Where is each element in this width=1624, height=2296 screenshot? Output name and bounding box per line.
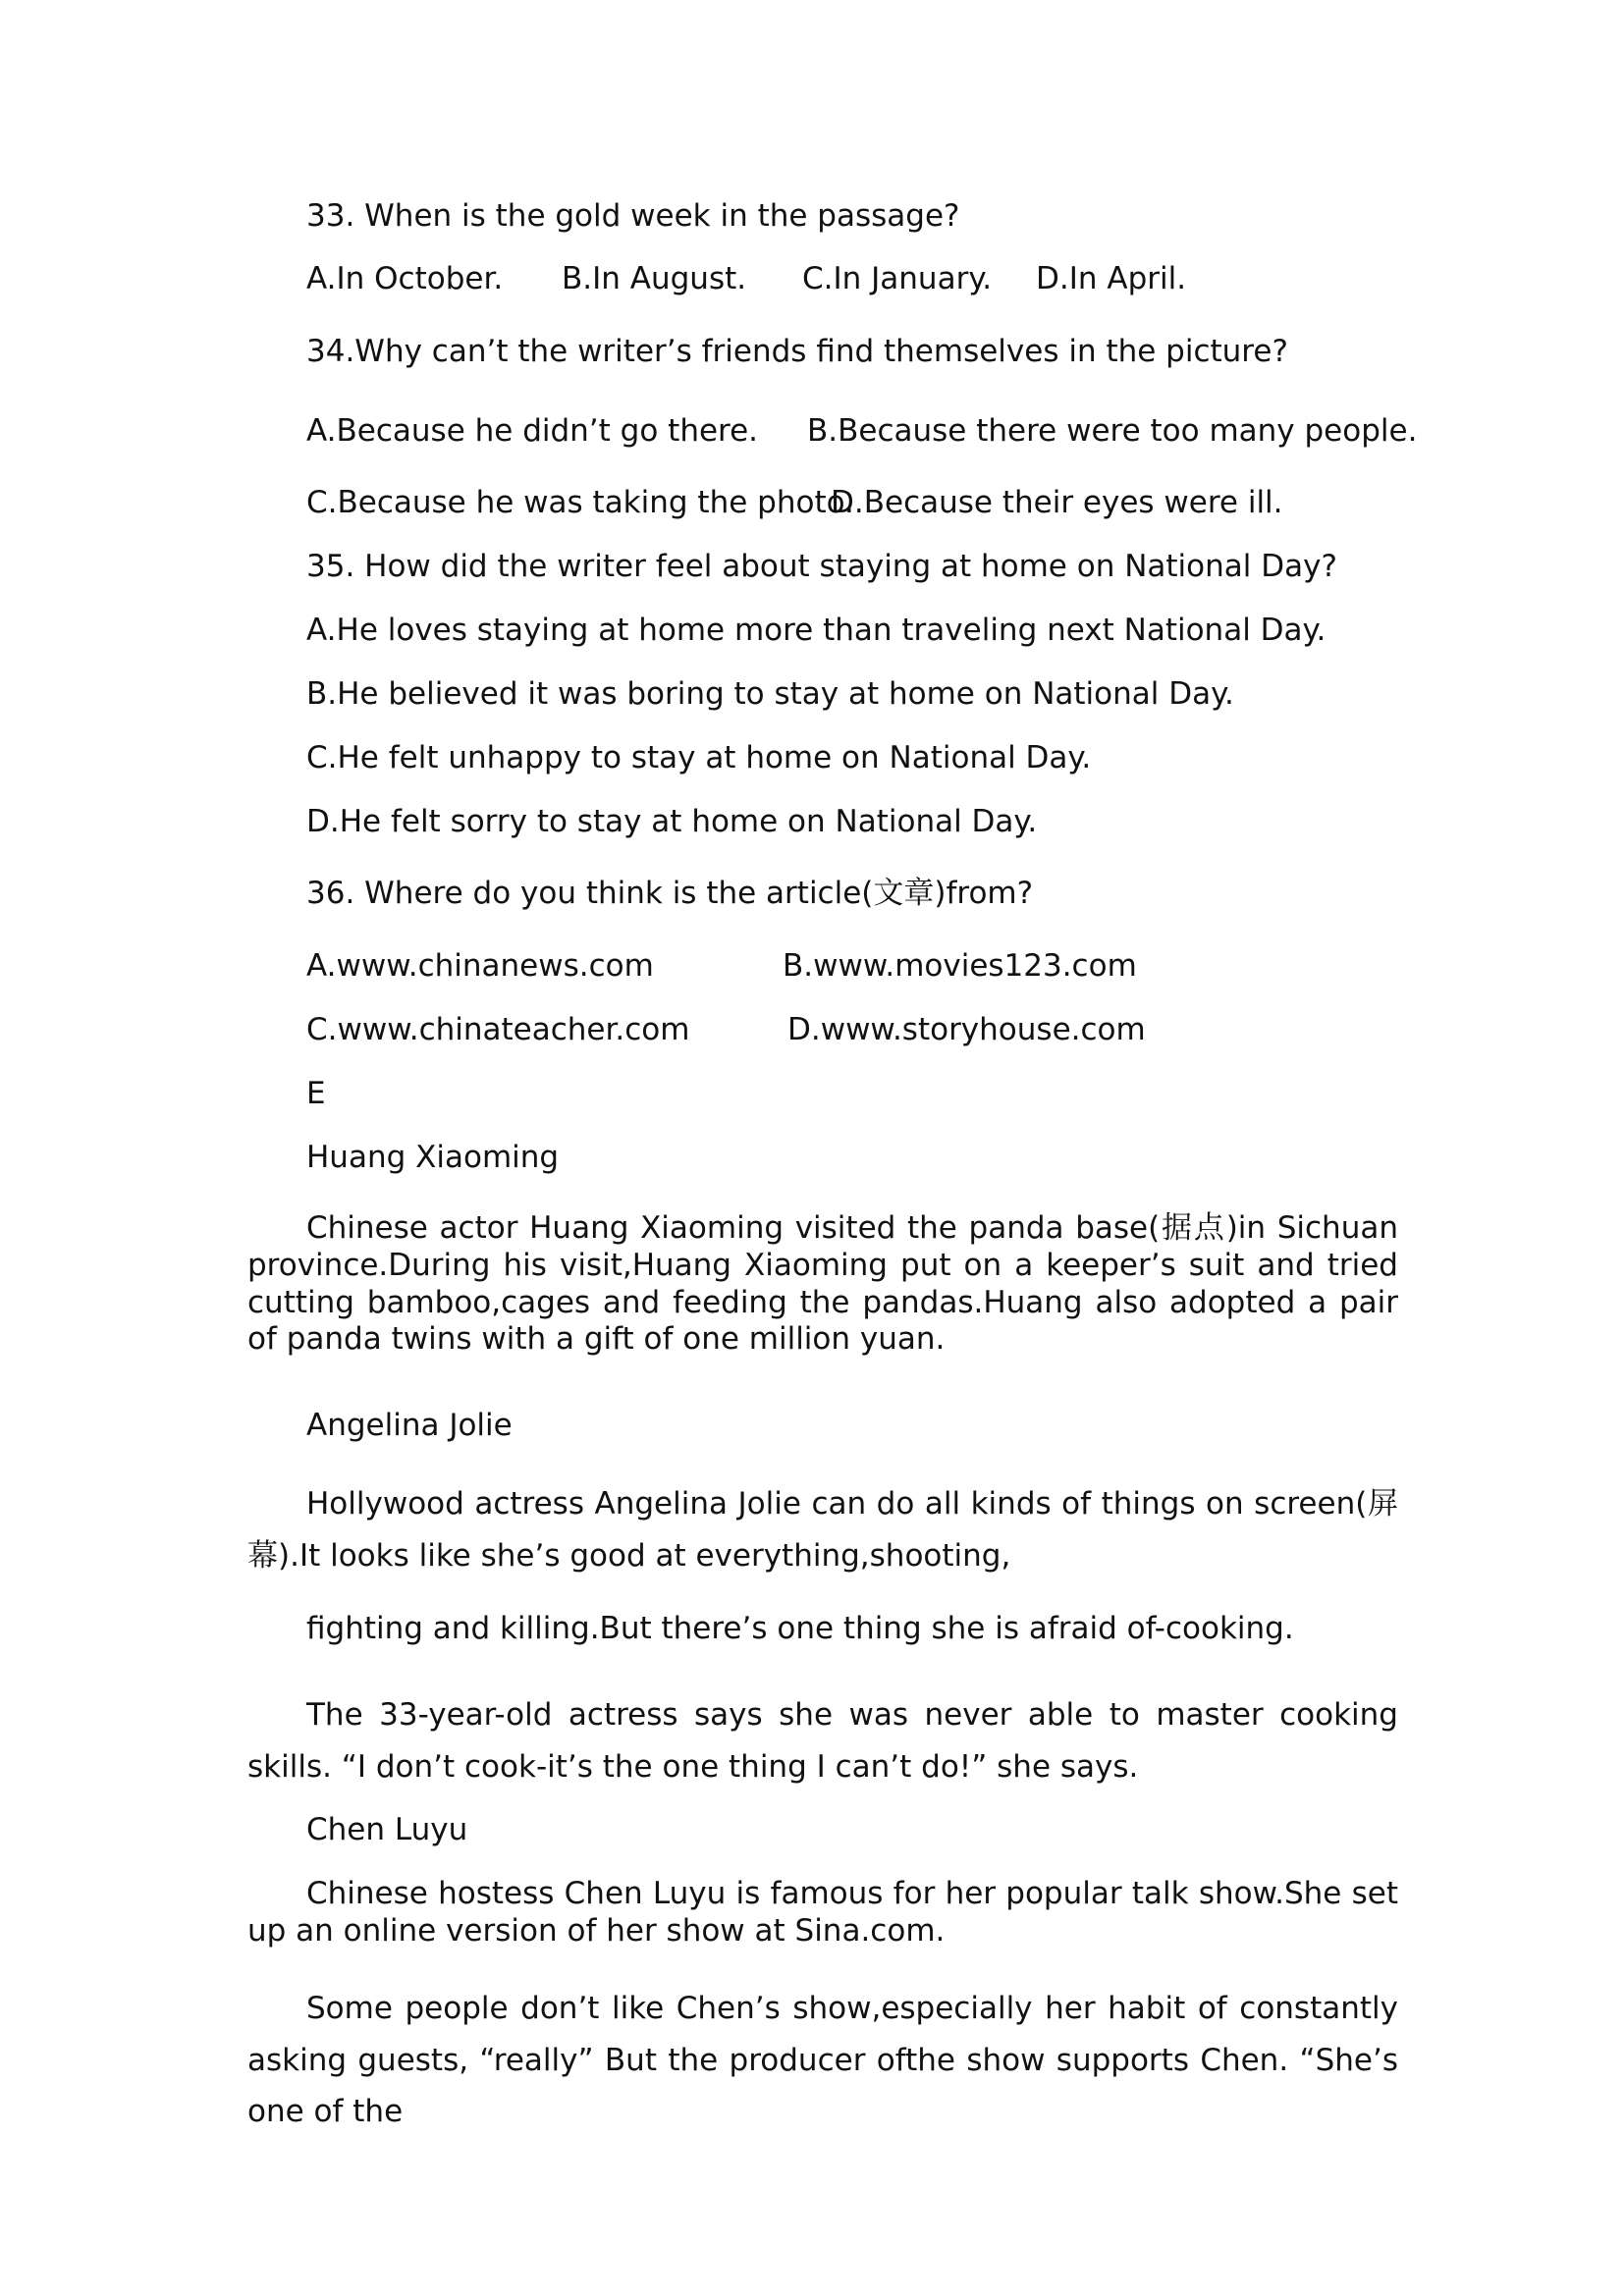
option-33-b: B.In August. bbox=[562, 261, 747, 296]
option-34-c: C.Because he was taking the photo. bbox=[306, 485, 854, 520]
heading-huang-xiaoming: Huang Xiaoming bbox=[306, 1140, 560, 1175]
option-35-c: C.He felt unhappy to stay at home on National Day. bbox=[306, 740, 1092, 775]
section-e-label: E bbox=[306, 1076, 326, 1111]
question-33: 33. When is the gold week in the passage? bbox=[306, 198, 960, 234]
question-35: 35. How did the writer feel about staying at home on National Day? bbox=[306, 549, 1337, 584]
heading-angelina-jolie: Angelina Jolie bbox=[306, 1408, 513, 1443]
paragraph-angelina-jolie-1: Hollywood actress Angelina Jolie can do all kinds of things on screen(屏幕).It looks like she’s good at everything,shooting, bbox=[247, 1486, 1398, 1574]
option-34-a: A.Because he didn’t go there. bbox=[306, 413, 759, 449]
option-33-d: D.In April. bbox=[1036, 261, 1187, 296]
option-33-c: C.In January. bbox=[802, 261, 993, 296]
option-34-b: B.Because there were too many people. bbox=[807, 413, 1418, 449]
paragraph-chen-luyu-1: Chinese hostess Chen Luyu is famous for her popular talk show.She set up an online version of her show at Sina.com. bbox=[247, 1876, 1398, 1949]
paragraph-huang-xiaoming: Chinese actor Huang Xiaoming visited the panda base(据点)in Sichuan province.During his visit,Huang Xiaoming put on a keeper’s suit and tried cutting bamboo,cages and feeding the pandas.Huang also adopted a pair of panda twins with a gift of one million yuan. bbox=[247, 1210, 1398, 1358]
option-35-d: D.He felt sorry to stay at home on National Day. bbox=[306, 804, 1038, 839]
heading-chen-luyu: Chen Luyu bbox=[306, 1812, 468, 1847]
paragraph-chen-luyu-2: Some people don’t like Chen’s show,especially her habit of constantly asking guests, “really” But the producer ofthe show supports Chen. “She’s one of the bbox=[247, 1991, 1398, 2130]
question-34: 34.Why can’t the writer’s friends find themselves in the picture? bbox=[306, 334, 1288, 369]
option-35-b: B.He believed it was boring to stay at home on National Day. bbox=[306, 676, 1234, 712]
option-33-a: A.In October. bbox=[306, 261, 504, 296]
question-36: 36. Where do you think is the article(文章)from? bbox=[306, 876, 1034, 911]
option-36-c: C.www.chinateacher.com bbox=[306, 1012, 690, 1047]
paragraph-angelina-jolie-2: fighting and killing.But there’s one thing she is afraid of-cooking. bbox=[306, 1611, 1294, 1646]
option-36-a: A.www.chinanews.com bbox=[306, 948, 654, 984]
option-35-a: A.He loves staying at home more than traveling next National Day. bbox=[306, 613, 1326, 648]
option-36-b: B.www.movies123.com bbox=[783, 948, 1137, 984]
paragraph-angelina-jolie-3: The 33-year-old actress says she was never able to master cooking skills. “I don’t cook-it’s the one thing I can’t do!” she says. bbox=[247, 1697, 1398, 1785]
option-34-d: D.Because their eyes were ill. bbox=[831, 485, 1283, 520]
option-36-d: D.www.storyhouse.com bbox=[787, 1012, 1146, 1047]
